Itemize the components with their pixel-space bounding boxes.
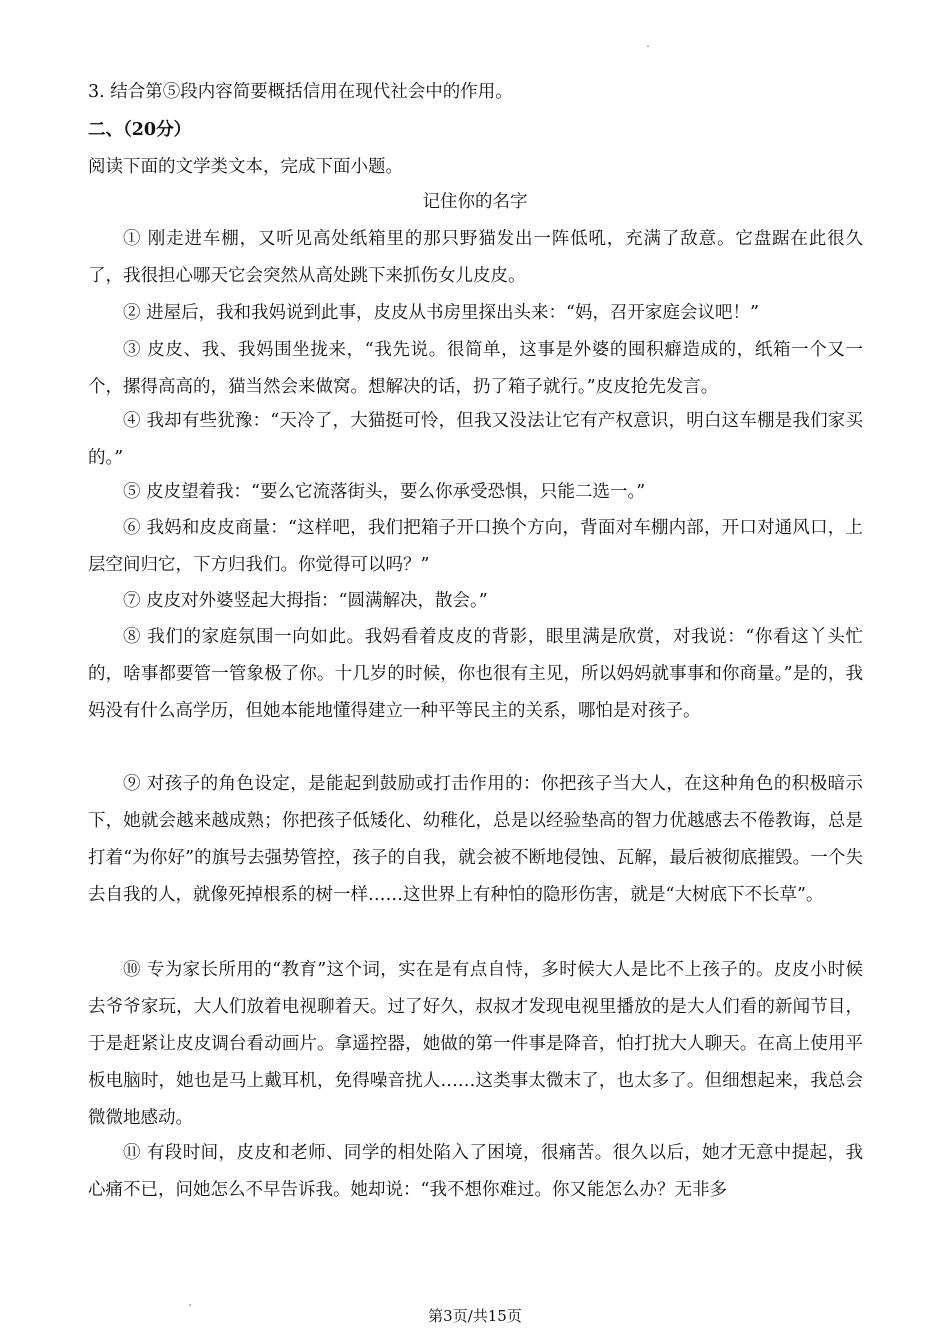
section-heading: 二、（20分） (88, 120, 192, 140)
paragraph-9: ⑨ 对孩子的角色设定，是能起到鼓励或打击作用的：你把孩子当大人，在这种角色的积极暗示下，她就会越来越成熟；你把孩子低矮化、幼稚化，总是以经验垫高的智力优越感去不倦教诲，总是打着“为你好”的旗号去强势管控，孩子的自我，就会被不断地侵蚀、瓦解，最后被彻底摧毁。一个失去自我的人，就像死掉根系的树一样……这世界上有种怕的隐形伤害，就是“大树底下不长草”。 (88, 774, 863, 905)
paragraph-4: ④ 我却有些犹豫：“天冷了，大猫挺可怜，但我又没法让它有产权意识，明白这车棚是我们家买的。” (88, 411, 863, 468)
paragraph-5: ⑤ 皮皮望着我：“要么它流落街头，要么你承受恐惧，只能二选一。” (123, 482, 646, 502)
scan-speck (647, 45, 649, 47)
paragraph-6: ⑥ 我妈和皮皮商量：“这样吧，我们把箱子开口换个方向，背面对车棚内部，开口对通风口，上层空间归它，下方归我们。你觉得可以吗？” (88, 518, 863, 575)
paragraph-2: ② 进屋后，我和我妈说到此事，皮皮从书房里探出头来：“妈，召开家庭会议吧！” (123, 303, 759, 323)
article-title: 记住你的名字 (422, 192, 528, 212)
paragraph-7: ⑦ 皮皮对外婆竖起大拇指：“圆满解决，散会。” (123, 591, 488, 611)
paragraph-1: ① 刚走进车棚，又听见高处纸箱里的那只野猫发出一阵低吼，充满了敌意。它盘踞在此很久了，我很担心哪天它会突然从高处跳下来抓伤女儿皮皮。 (88, 229, 863, 286)
paragraph-8: ⑧ 我们的家庭氛围一向如此。我妈看着皮皮的背影，眼里满是欣赏，对我说：“你看这丫头忙的，啥事都要管一管象极了你。十几岁的时候，你也很有主见，所以妈妈就事事和你商量。”是的，我妈没有什么高学历，但她本能地懂得建立一种平等民主的关系，哪怕是对孩子。 (88, 627, 863, 721)
paragraph-3: ③ 皮皮、我、我妈围坐拢来，“我先说。很简单，这事是外婆的囤积癖造成的，纸箱一个又一个，摞得高高的，猫当然会来做窝。想解决的话，扔了箱子就行。”皮皮抢先发言。 (88, 340, 863, 397)
reading-instructions: 阅读下面的文学类文本，完成下面小题。 (88, 157, 403, 177)
paragraph-11: ⑪ 有段时间，皮皮和老师、同学的相处陷入了困境，很痛苦。很久以后，她才无意中提起，我心痛不已，问她怎么不早告诉我。她却说：“我不想你难过。你又能怎么办？无非多 (88, 1143, 863, 1200)
question-3: 3. 结合第⑤段内容简要概括信用在现代社会中的作用。 (88, 82, 513, 102)
page-footer: 第3页/共15页 (428, 1307, 522, 1325)
paragraph-10: ⑩ 专为家长所用的“教育”这个词，实在是有点自恃，多时候大人是比不上孩子的。皮皮小时候去爷爷家玩，大人们放着电视聊着天。过了好久，叔叔才发现电视里播放的是大人们看的新闻节目，于是赶紧让皮皮调台看动画片。拿遥控器，她做的第一件事是降音，怕打扰大人聊天。在高上使用平板电脑时，她也是马上戴耳机，免得噪音扰人……这类事太微末了，也太多了。但细想起来，我总会微微地感动。 (88, 960, 863, 1128)
